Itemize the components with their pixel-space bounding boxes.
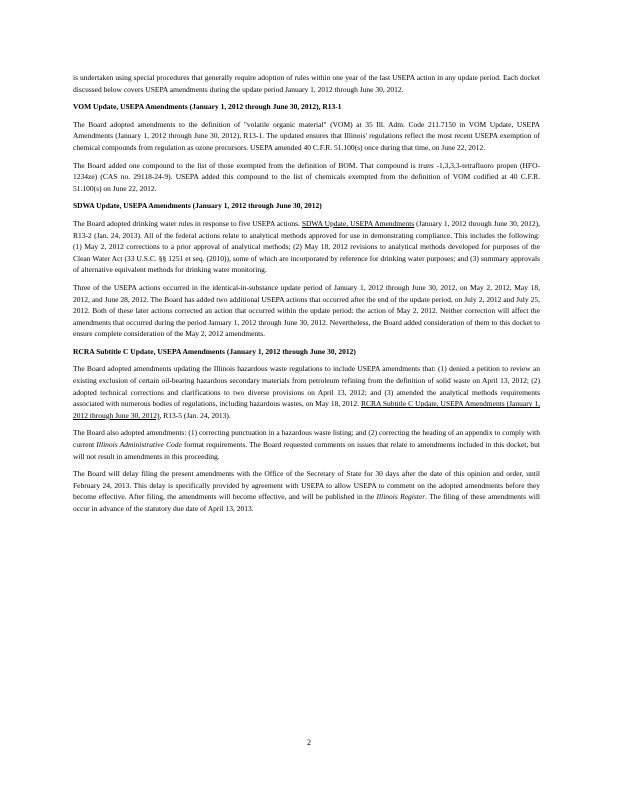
heading-vom-update: VOM Update, USEPA Amendments (January 1, 2012 through June 30, 2012), R13-1 xyxy=(73,102,342,112)
paragraph-sdwa-1 xyxy=(73,218,540,276)
heading-sdwa-update: SDWA Update, USEPA Amendments (January 1, 2012 through June 30, 2012) xyxy=(73,201,322,211)
vom-2-text-b: -1,3,3,3-tetrafluoro propen (HFO-1234ze) (CAS no. 29118-24-9). USEPA added this compound to the list of chemicals exempted from the definition of VOM codified at 40 C.F.R. 51.100(s) on June 22, 2012. xyxy=(73,160,540,193)
sdwa-1-text-b: (January 1, 2012 through June 30, 2012), R13-2 (Jan. 24, 2013). All of the federal actions relate to analytical methods approved for use in demonstrating compliance. This includes the following: (1) May 2, 2012 corrections to a prior approval of analytical methods; (2) May 18, 2012 revisions to analytical methods developed for purposes of the Clean Water Act (33 U.S.C. §§ 1251 et seq. (2010)), some of which are incorporated by reference for drinking water purposes; and (3) summary approvals of alternative equivalent methods for drinking water monitoring. xyxy=(73,218,540,275)
rcra-1-underline: RCRA Subtitle C Update, USEPA Amendments (January 1, 2012 through June 30, 2012) xyxy=(73,399,540,420)
paragraph-intro: is undertaken using special procedures that generally require adoption of rules within one year of the last USEPA action in any update period. Each docket discussed below covers USEPA amendments during the update period January 1, 2012 through June 30, 2012. xyxy=(73,73,540,94)
paragraph-vom-1: The Board adopted amendments to the definition of "volatile organic material" (VOM) at 35 Ill. Adm. Code 211.7150 in VOM Update, USEPA Amendments (January 1, 2012 through June 30, 2012), R13-1. The updated ensures that Illinois' regulations reflect the most recent USEPA exemption of chemical compounds from regulation as ozone precursors. USEPA amended 40 C.F.R. 51.100(s) once during that time, on June 22, 2012. xyxy=(73,119,540,152)
document-body xyxy=(73,72,540,521)
paragraph-sdwa-2: Three of the USEPA actions occurred in the identical-in-substance update period of January 1, 2012 through June 30, 2012, on May 2, 2012, May 18, 2012, and June 28, 2012. The Board has added two additional USEPA actions that occurred after the end of the update period, on July 2, 2012 and July 25, 2012. Both of these later actions corrected an action that occurred within the update period: the action of May 2, 2012. Neither correction will affect the amendments that occurred during the period January 1, 2012 through June 30, 2012. Nevertheless, the Board added consideration of them to this docket to ensure complete consideration of the May 2, 2012 amendments. xyxy=(73,282,540,339)
rcra-2-text-a: The Board also adopted amendments: (1) correcting punctuation in a hazardous waste listing; and (2) correcting the heading of an appendix to comply with current xyxy=(73,428,540,450)
heading-rcra-update: RCRA Subtitle C Update, USEPA Amendments (January 1, 2012 through June 30, 2012) xyxy=(73,346,356,356)
rcra-2-italic: Illinois Administrative Code xyxy=(96,440,182,450)
filing-italic: Illinois Register xyxy=(376,492,426,502)
paragraph-filing xyxy=(73,468,540,514)
paragraph-vom-2 xyxy=(73,160,540,195)
vom-2-italic: trans xyxy=(418,160,434,170)
rcra-1-text-b: , R13-5 (Jan. 24, 2013). xyxy=(159,410,231,420)
rcra-2-text-b: format requirements. The Board requested comments on issues that relate to amendments included in this docket, but will not result in amendments in this proceeding. xyxy=(73,440,540,461)
paragraph-rcra-2 xyxy=(73,427,540,462)
sdwa-1-underline: SDWA Update, USEPA Amendments xyxy=(301,218,415,228)
rcra-1-text-a: The Board adopted amendments updating the Illinois hazardous waste regulations to include USEPA amendments that: (1) denied a petition to review an existing exclusion of certain oil-bearing hazardous secondary materials from petroleum refining from the definition of solid waste on April 13, 2012; (2) adopted technical corrections and clarifications to two diverse provisions on April 13, 2012; and (3) amended the analytical methods requirements associated with numerous bodies of regulations, including hazardous wastes, on May 18, 2012. xyxy=(73,364,540,409)
filing-text-b: . The filing of these amendments will occur in advance of the statutory due date of April 13, 2013. xyxy=(73,492,540,513)
filing-text-a: The Board will delay filing the present amendments with the Office of the Secretary of State for 30 days after the date of this opinion and order, until February 24, 2013. This delay is specifically provided by agreement with USEPA to allow USEPA to comment on the adopted amendments before they become effective. After filing, the amendments will become effective, and will be published in the xyxy=(73,469,540,502)
paragraph-rcra-1 xyxy=(73,363,540,421)
sdwa-1-text-a: The Board adopted drinking water rules in response to five USEPA actions. xyxy=(73,218,302,228)
vom-2-text-a: The Board added one compound to the list of those exempted from the definition of BOM. That compound is xyxy=(73,160,419,170)
page-number: 2 xyxy=(307,738,311,747)
